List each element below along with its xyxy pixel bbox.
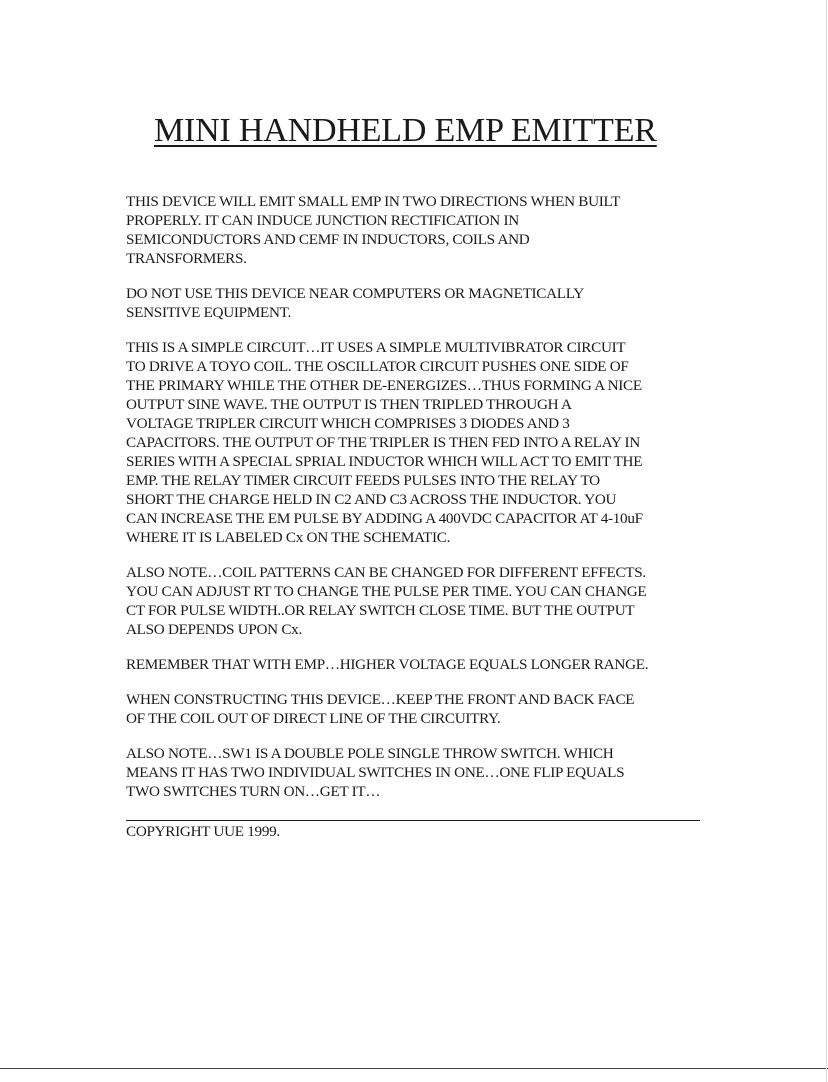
document-title: MINI HANDHELD EMP EMITTER xyxy=(154,112,657,149)
text-line: ALSO NOTE…SW1 IS A DOUBLE POLE SINGLE THROW SWITCH. WHICH xyxy=(126,745,614,762)
text-line: WHERE IT IS LABELED Cx ON THE SCHEMATIC. xyxy=(126,529,451,546)
text-line: EMP. THE RELAY TIMER CIRCUIT FEEDS PULSES INTO THE RELAY TO xyxy=(126,472,600,489)
text-line: PROPERLY. IT CAN INDUCE JUNCTION RECTIFICATION IN xyxy=(126,212,519,229)
text-line: MEANS IT HAS TWO INDIVIDUAL SWITCHES IN ONE…ONE FLIP EQUALS xyxy=(126,764,625,781)
text-line: TO DRIVE A TOYO COIL. THE OSCILLATOR CIRCUIT PUSHES ONE SIDE OF xyxy=(126,358,629,375)
text-line: TWO SWITCHES TURN ON…GET IT… xyxy=(126,783,381,800)
text-line: REMEMBER THAT WITH EMP…HIGHER VOLTAGE EQUALS LONGER RANGE. xyxy=(126,656,649,673)
text-line: VOLTAGE TRIPLER CIRCUIT WHICH COMPRISES 3 DIODES AND 3 xyxy=(126,415,570,432)
text-line: CAPACITORS. THE OUTPUT OF THE TRIPLER IS THEN FED INTO A RELAY IN xyxy=(126,434,640,451)
document-body xyxy=(126,192,716,817)
text-line: TRANSFORMERS. xyxy=(126,250,247,267)
footer-divider xyxy=(126,820,700,821)
scan-bottom-edge xyxy=(0,1068,828,1069)
text-line: CAN INCREASE THE EM PULSE BY ADDING A 400VDC CAPACITOR AT 4-10uF xyxy=(126,510,643,527)
text-line: SEMICONDUCTORS AND CEMF IN INDUCTORS, COILS AND xyxy=(126,231,530,248)
text-line: SHORT THE CHARGE HELD IN C2 AND C3 ACROSS THE INDUCTOR. YOU xyxy=(126,491,617,508)
text-line: ALSO NOTE…COIL PATTERNS CAN BE CHANGED FOR DIFFERENT EFFECTS. xyxy=(126,564,646,581)
paragraph-warning xyxy=(126,284,716,322)
copyright-notice: COPYRIGHT UUE 1999. xyxy=(126,823,280,840)
scan-right-edge xyxy=(826,0,827,1082)
paragraph-voltage-range xyxy=(126,655,716,674)
text-line: ALSO DEPENDS UPON Cx. xyxy=(126,621,302,638)
text-line: OUTPUT SINE WAVE. THE OUTPUT IS THEN TRIPLED THROUGH A xyxy=(126,396,572,413)
paragraph-circuit-description xyxy=(126,338,716,547)
text-line: SENSITIVE EQUIPMENT. xyxy=(126,304,291,321)
paragraph-construction xyxy=(126,690,716,728)
text-line: DO NOT USE THIS DEVICE NEAR COMPUTERS OR MAGNETICALLY xyxy=(126,285,584,302)
paragraph-switch-note xyxy=(126,744,716,801)
text-line: THIS DEVICE WILL EMIT SMALL EMP IN TWO DIRECTIONS WHEN BUILT xyxy=(126,193,621,210)
paragraph-intro xyxy=(126,192,716,268)
text-line: OF THE COIL OUT OF DIRECT LINE OF THE CIRCUITRY. xyxy=(126,710,501,727)
text-line: WHEN CONSTRUCTING THIS DEVICE…KEEP THE FRONT AND BACK FACE xyxy=(126,691,635,708)
text-line: THE PRIMARY WHILE THE OTHER DE-ENERGIZES…THUS FORMING A NICE xyxy=(126,377,642,394)
text-line: SERIES WITH A SPECIAL SPRIAL INDUCTOR WHICH WILL ACT TO EMIT THE xyxy=(126,453,643,470)
text-line: YOU CAN ADJUST RT TO CHANGE THE PULSE PER TIME. YOU CAN CHANGE xyxy=(126,583,647,600)
text-line: THIS IS A SIMPLE CIRCUIT…IT USES A SIMPLE MULTIVIBRATOR CIRCUIT xyxy=(126,339,626,356)
paragraph-coil-notes xyxy=(126,563,716,639)
text-line: CT FOR PULSE WIDTH..OR RELAY SWITCH CLOSE TIME. BUT THE OUTPUT xyxy=(126,602,635,619)
